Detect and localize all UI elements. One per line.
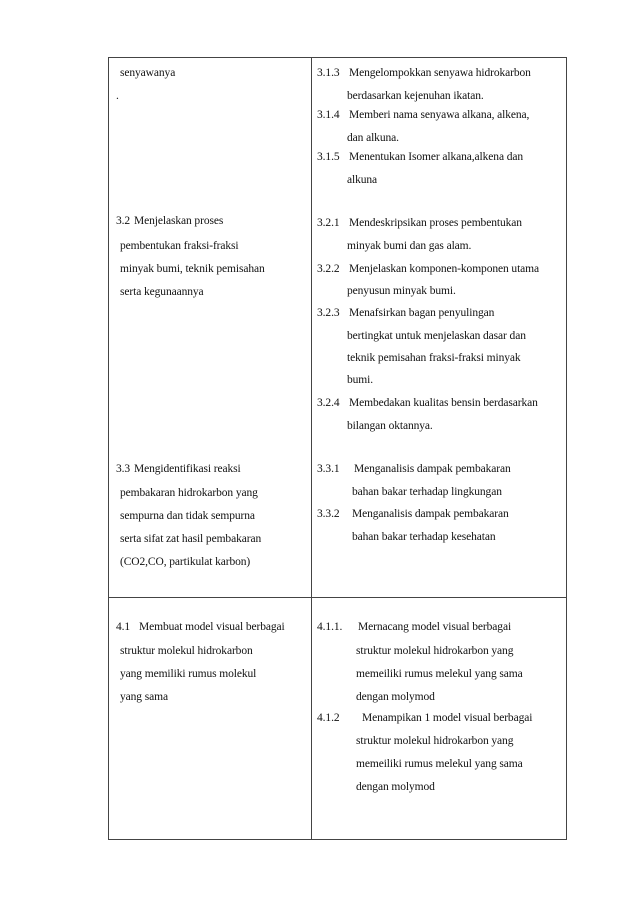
indicator-number: 4.1.2 xyxy=(317,712,340,724)
kd-text: pembakaran hidrokarbon yang xyxy=(120,487,258,499)
indicator-text: bertingkat untuk menjelaskan dasar dan xyxy=(347,330,526,342)
column-divider xyxy=(311,57,312,840)
indicator-text: berdasarkan kejenuhan ikatan. xyxy=(347,90,484,102)
indicator-text: memeiliki rumus melekul yang sama xyxy=(356,668,523,680)
indicator-text: bahan bakar terhadap lingkungan xyxy=(352,486,502,498)
kd-text: Menjelaskan proses xyxy=(134,215,224,227)
indicator-number: 3.2.2 xyxy=(317,263,340,275)
indicator-text: Menafsirkan bagan penyulingan xyxy=(349,307,495,319)
kd-text: sempurna dan tidak sempurna xyxy=(120,510,255,522)
kd-continuation-line: . xyxy=(116,90,119,102)
kd-text: yang memiliki rumus molekul xyxy=(120,668,257,680)
indicator-number: 3.2.4 xyxy=(317,397,340,409)
indicator-text: Mengelompokkan senyawa hidrokarbon xyxy=(349,67,531,79)
indicator-text: struktur molekul hidrokarbon yang xyxy=(356,735,514,747)
indicator-text: bahan bakar terhadap kesehatan xyxy=(352,531,496,543)
kd-number: 4.1 xyxy=(116,621,131,633)
kd-number: 3.3 xyxy=(116,463,131,475)
indicator-number: 3.1.4 xyxy=(317,109,340,121)
indicator-number: 3.2.3 xyxy=(317,307,340,319)
kd-continuation-line: senyawanya xyxy=(120,67,176,79)
row-divider xyxy=(108,597,567,598)
kd-text: pembentukan fraksi-fraksi xyxy=(120,240,239,252)
kd-text: struktur molekul hidrokarbon xyxy=(120,645,253,657)
indicator-text: bilangan oktannya. xyxy=(347,420,433,432)
kd-text: Mengidentifikasi reaksi xyxy=(134,463,241,475)
indicator-text: Menganalisis dampak pembakaran xyxy=(354,463,511,475)
indicator-text: memeiliki rumus melekul yang sama xyxy=(356,758,523,770)
indicator-number: 4.1.1. xyxy=(317,621,343,633)
indicator-text: Memberi nama senyawa alkana, alkena, xyxy=(349,109,530,121)
indicator-number: 3.1.5 xyxy=(317,151,340,163)
kd-text: yang sama xyxy=(120,691,168,703)
kd-text: serta kegunaannya xyxy=(120,286,204,298)
indicator-text: dengan molymod xyxy=(356,781,435,793)
indicator-text: alkuna xyxy=(347,174,378,186)
kd-text: minyak bumi, teknik pemisahan xyxy=(120,263,265,275)
indicator-text: struktur molekul hidrokarbon yang xyxy=(356,645,514,657)
indicator-text: minyak bumi dan gas alam. xyxy=(347,240,472,252)
indicator-text: Mernacang model visual berbagai xyxy=(358,621,512,633)
indicator-text: Menampikan 1 model visual berbagai xyxy=(362,712,533,724)
indicator-text: bumi. xyxy=(347,374,374,386)
kd-text: serta sifat zat hasil pembakaran xyxy=(120,533,262,545)
kd-number: 3.2 xyxy=(116,215,131,227)
indicator-text: teknik pemisahan fraksi-fraksi minyak xyxy=(347,352,521,364)
indicator-text: dan alkuna. xyxy=(347,132,399,144)
indicator-number: 3.1.3 xyxy=(317,67,340,79)
indicator-number: 3.3.1 xyxy=(317,463,340,475)
indicator-number: 3.3.2 xyxy=(317,508,340,520)
indicator-text: Menganalisis dampak pembakaran xyxy=(352,508,509,520)
indicator-text: penyusun minyak bumi. xyxy=(347,285,456,297)
kd-text: (CO2,CO, partikulat karbon) xyxy=(120,556,251,568)
indicator-text: dengan molymod xyxy=(356,691,435,703)
indicator-text: Menjelaskan komponen-komponen utama xyxy=(349,263,540,275)
indicator-text: Menentukan Isomer alkana,alkena dan xyxy=(349,151,524,163)
indicator-text: Membedakan kualitas bensin berdasarkan xyxy=(349,397,538,409)
indicator-text: Mendeskripsikan proses pembentukan xyxy=(349,217,522,229)
indicator-number: 3.2.1 xyxy=(317,217,340,229)
kd-text: Membuat model visual berbagai xyxy=(139,621,285,633)
